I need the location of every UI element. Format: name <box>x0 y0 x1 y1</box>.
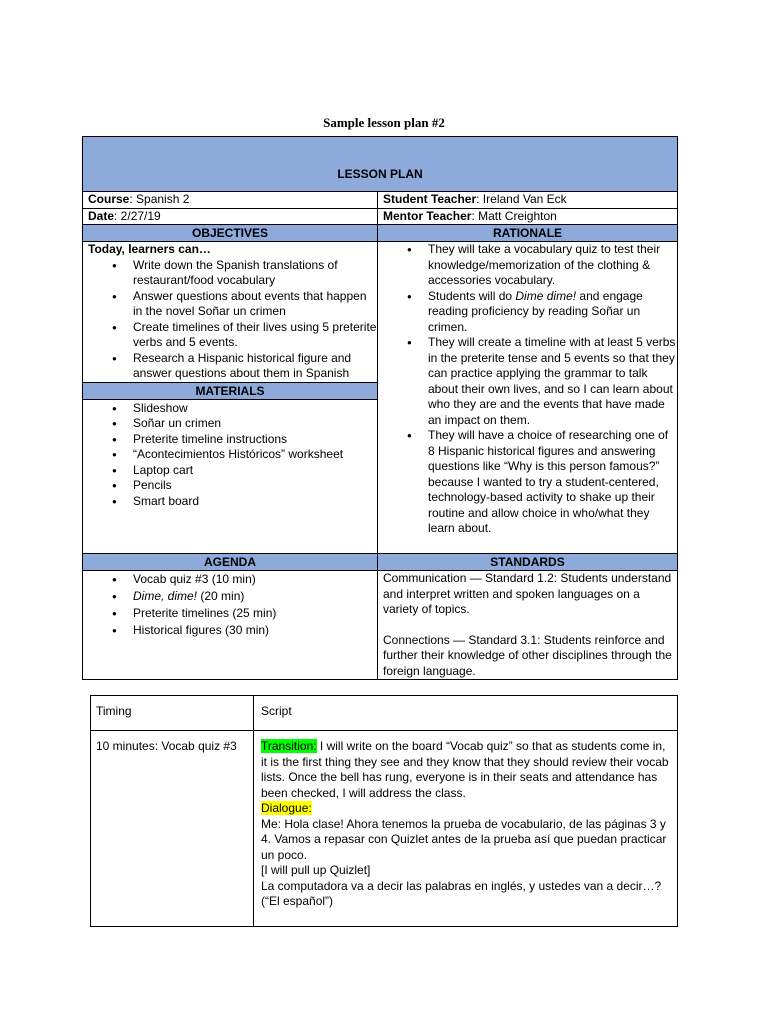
student-teacher-cell <box>378 192 677 208</box>
script-row <box>91 731 677 927</box>
standards-heading: STANDARDS <box>378 554 677 571</box>
transition-text: I will write on the board “Vocab quiz” so that as students come in, it is the first thing they see and they know that they should review their vocab lists. Once the bell has rung, everyone is in their seats and attendance has been checked, I will address the class. <box>261 739 669 800</box>
standard-communication: Communication — Standard 1.2: Students understand and interpret written and spoken languages on a variety of topics. <box>383 571 672 616</box>
lesson-plan-table <box>82 136 678 680</box>
date-label: Date <box>88 208 115 223</box>
rationale-list <box>378 242 677 537</box>
timing-cell: 10 minutes: Vocab quiz #3 <box>91 731 254 927</box>
materials-list <box>83 400 377 554</box>
rationale-text: and engage reading proficiency by reading Soñar un crimen. <box>428 288 643 334</box>
agenda-list <box>83 571 377 639</box>
student-teacher-value: : Ireland Van Eck <box>476 192 567 206</box>
mentor-teacher-cell <box>378 209 677 225</box>
course-cell <box>83 192 378 208</box>
agenda-item <box>133 588 377 605</box>
agenda-item: ● Vocab quiz #3 (10 min) <box>133 571 377 588</box>
objectives-list <box>83 258 377 382</box>
agenda-item: ● Historical figures (30 min) <box>133 622 377 639</box>
course-value: : Spanish 2 <box>129 192 190 206</box>
mentor-teacher-value: : Matt Creighton <box>471 208 557 223</box>
agenda-text: (20 min) <box>197 589 245 603</box>
rationale-item: ● They will have a choice of researching one of 8 Hispanic historical figures and answering questions like “Why is this person famous?” because I wanted to try a student-centered, technology-based activity to shake up their routine and allow choice in who/what they learn about. <box>428 428 677 537</box>
course-label: Course <box>88 192 130 206</box>
dialogue-line: Me: Hola clase! Ahora tenemos la prueba de vocabulario, de las páginas 3 y 4. Vamos a repasar con Quizlet antes de la prueba así que puedan practicar un poco. <box>261 816 667 862</box>
material-item: ● Laptop cart <box>133 463 377 479</box>
objective-item: ● Write down the Spanish translations of restaurant/food vocabulary <box>133 258 377 289</box>
lesson-plan-heading: LESSON PLAN <box>337 166 423 181</box>
date-row <box>83 209 677 226</box>
course-row <box>83 192 677 209</box>
mentor-teacher-label: Mentor Teacher <box>383 208 472 223</box>
student-teacher-label: Student Teacher <box>383 192 477 206</box>
dialogue-label: Dialogue: <box>261 801 312 815</box>
rationale-column <box>378 225 677 553</box>
objectives-heading: OBJECTIVES <box>83 225 377 242</box>
date-cell <box>83 209 378 225</box>
objectives-rationale-row <box>83 225 677 554</box>
standards-column <box>378 554 677 679</box>
dialogue-line: [I will pull up Quizlet] <box>261 863 371 877</box>
materials-heading: MATERIALS <box>83 382 377 400</box>
material-item: ● Slideshow <box>133 401 377 417</box>
agenda-item: ● Preterite timelines (25 min) <box>133 605 377 622</box>
rationale-emphasis: Dime dime! <box>515 288 577 303</box>
agenda-emphasis: Dime, dime! <box>133 589 198 603</box>
rationale-item <box>428 289 677 336</box>
lesson-plan-header <box>83 137 677 192</box>
rationale-item: ● They will create a timeline with at least 5 verbs in the preterite tense and 5 events so that they can practice applying the grammar to talk about their own lives, and so I can learn about who they are and the events that have made an impact on them. <box>428 335 677 428</box>
agenda-standards-row <box>83 554 677 679</box>
script-cell <box>254 731 677 927</box>
script-table <box>90 695 678 927</box>
rationale-heading: RATIONALE <box>378 225 677 242</box>
objectives-materials-column <box>83 225 378 553</box>
date-value: : 2/27/19 <box>114 208 161 223</box>
script-header: Script <box>261 704 292 718</box>
transition-paragraph <box>261 739 670 801</box>
objective-item: ● Answer questions about events that happen in the novel Soñar un crimen <box>133 289 377 320</box>
agenda-heading: AGENDA <box>83 554 377 571</box>
objective-item: ● Research a Hispanic historical figure and answer questions about them in Spanish <box>133 351 377 382</box>
rationale-item: ● They will take a vocabulary quiz to test their knowledge/memorization of the clothing & accessories vocabulary. <box>428 242 677 289</box>
dialogue-line: La computadora va a decir las palabras en inglés, y ustedes van a decir…? <box>261 878 662 893</box>
material-item: ● “Acontecimientos Históricos” worksheet <box>133 447 377 463</box>
material-item: ● Pencils <box>133 478 377 494</box>
document-title: Sample lesson plan #2 <box>323 115 445 130</box>
transition-label: Transition: <box>261 739 317 753</box>
objective-item: ● Create timelines of their lives using 5 preterite verbs and 5 events. <box>133 320 377 351</box>
material-item: ● Soñar un crimen <box>133 416 377 432</box>
script-header-row <box>91 696 677 731</box>
agenda-column <box>83 554 378 679</box>
dialogue-label-line <box>261 801 670 817</box>
objectives-intro: Today, learners can… <box>88 242 211 256</box>
material-item: ● Preterite timeline instructions <box>133 432 377 448</box>
timing-header: Timing <box>91 696 254 730</box>
standard-connections: Connections — Standard 3.1: Students reinforce and further their knowledge of other disciplines through the foreign language. <box>383 632 672 678</box>
dialogue-line: (“El español”) <box>261 894 334 908</box>
rationale-text: Students will do <box>428 288 516 303</box>
material-item: ● Smart board <box>133 494 377 510</box>
